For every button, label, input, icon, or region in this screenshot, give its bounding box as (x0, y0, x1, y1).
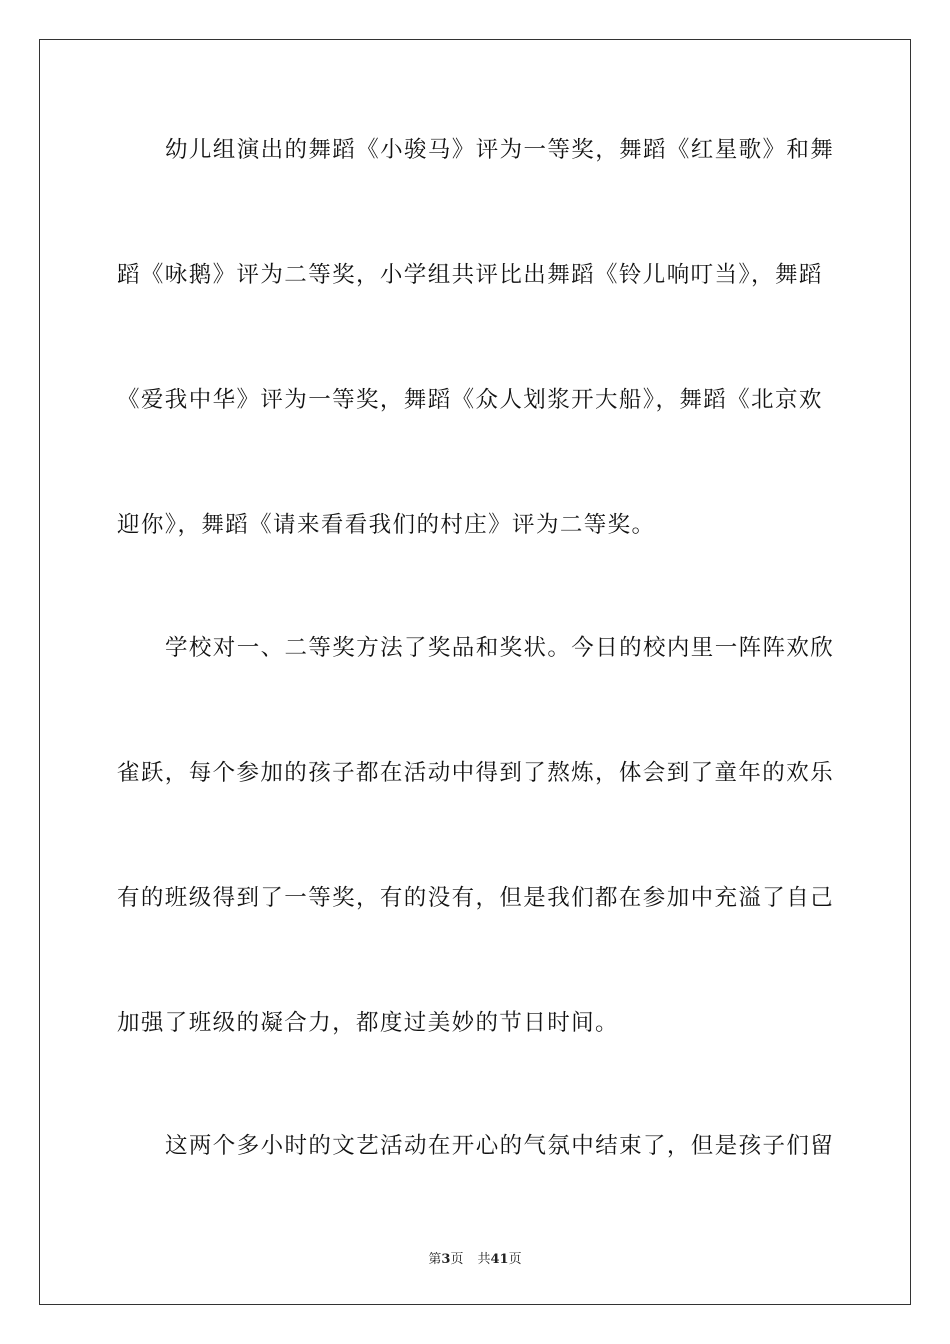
body-text-line: 蹈《咏鹅》评为二等奖，小学组共评比出舞蹈《铃儿响叮当》，舞蹈 (117, 262, 823, 288)
page-suffix: 页 (450, 1252, 464, 1267)
body-text-line: 加强了班级的凝合力，都度过美妙的节日时间。 (117, 1010, 619, 1036)
body-text-line: 幼儿组演出的舞蹈《小骏马》评为一等奖，舞蹈《红星歌》和舞 (165, 137, 835, 163)
body-text-line: 学校对一、二等奖方法了奖品和奖状。今日的校内里一阵阵欢欣 (165, 635, 835, 661)
body-text-line: 迎你》，舞蹈《请来看看我们的村庄》评为二等奖。 (117, 512, 656, 538)
total-prefix: 共 (477, 1252, 491, 1267)
page-number: 3 (441, 1252, 451, 1267)
total-suffix: 页 (508, 1252, 522, 1267)
body-text-line: 《爱我中华》评为一等奖，舞蹈《众人划浆开大船》，舞蹈《北京欢 (117, 387, 823, 413)
page-prefix: 第 (428, 1252, 442, 1267)
total-pages: 41 (490, 1252, 509, 1267)
body-text-line: 雀跃，每个参加的孩子都在活动中得到了熬炼，体会到了童年的欢乐 (117, 760, 835, 786)
body-text-line: 有的班级得到了一等奖，有的没有，但是我们都在参加中充溢了自己 (117, 885, 835, 911)
page-border (39, 39, 911, 1305)
page-footer (0, 1248, 950, 1267)
body-text-line: 这两个多小时的文艺活动在开心的气氛中结束了，但是孩子们留 (165, 1133, 835, 1159)
